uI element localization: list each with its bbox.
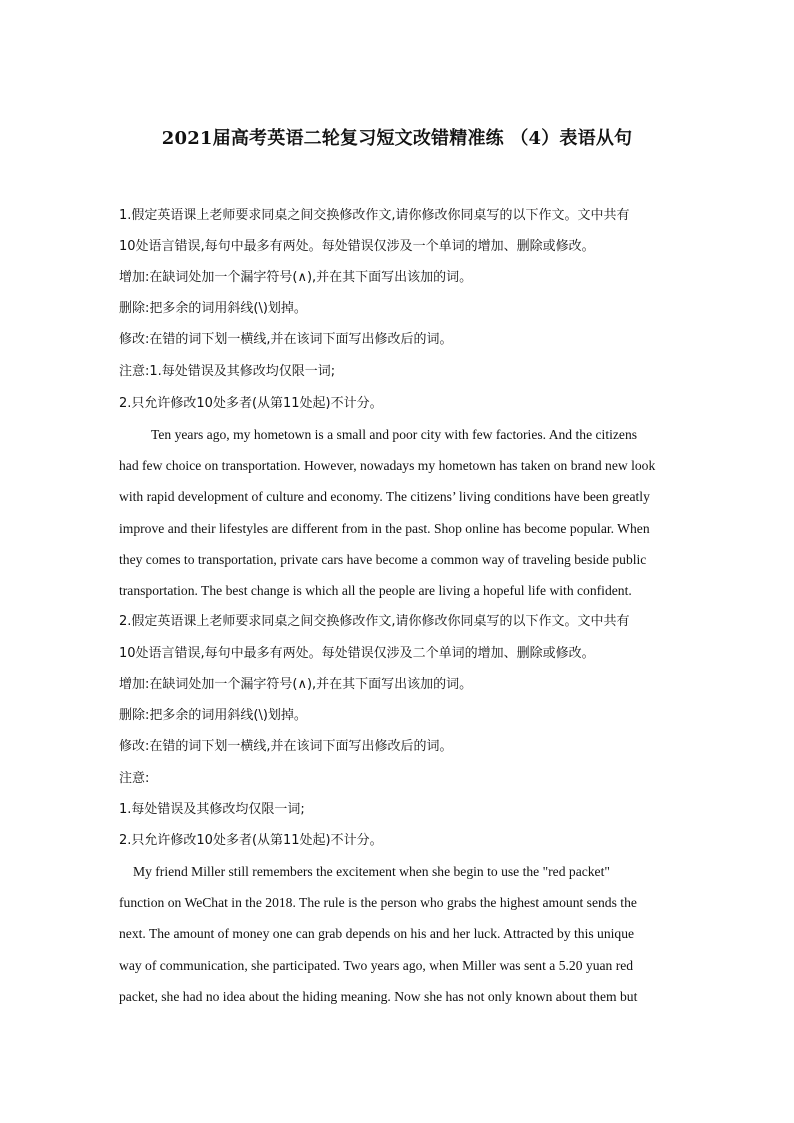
q2-passage-line: function on WeChat in the 2018. The rule is the person who grabs the highest amount sends the: [119, 895, 637, 910]
q2-instruction-line: 注意:: [119, 771, 150, 786]
q2-instruction-line: 10处语言错误,每句中最多有两处。每处错误仅涉及二个单词的增加、删除或修改。: [119, 646, 595, 661]
q1-passage-line: with rapid development of culture and economy. The citizens’ living conditions have been greatly: [119, 489, 650, 504]
q1-instruction-line: 修改:在错的词下划一横线,并在该词下面写出修改后的词。: [119, 332, 453, 347]
q2-instruction-line: 2.假定英语课上老师要求同桌之间交换修改作文,请你修改你同桌写的以下作文。文中共有: [119, 614, 630, 629]
q2-instruction-line: 删除:把多余的词用斜线(\)划掉。: [119, 708, 307, 723]
q1-instruction-line: 注意:1.每处错误及其修改均仅限一词;: [119, 364, 336, 379]
q2-passage-line: My friend Miller still remembers the excitement when she begin to use the "red packet": [133, 864, 610, 879]
q1-instruction-line: 2.只允许修改10处多者(从第11处起)不计分。: [119, 396, 383, 411]
q1-instruction-line: 增加:在缺词处加一个漏字符号(∧),并在其下面写出该加的词。: [119, 270, 473, 285]
q1-instruction-line: 1.假定英语课上老师要求同桌之间交换修改作文,请你修改你同桌写的以下作文。文中共有: [119, 208, 630, 223]
q2-instruction-line: 增加:在缺词处加一个漏字符号(∧),并在其下面写出该加的词。: [119, 677, 473, 692]
q2-instruction-line: 修改:在错的词下划一横线,并在该词下面写出修改后的词。: [119, 739, 453, 754]
q1-passage-line: they comes to transportation, private cars have become a common way of traveling beside public: [119, 552, 647, 567]
q1-passage-line: had few choice on transportation. However, nowadays my hometown has taken on brand new look: [119, 458, 656, 473]
q2-instruction-line: 1.每处错误及其修改均仅限一词;: [119, 802, 305, 817]
q2-passage-line: packet, she had no idea about the hiding meaning. Now she has not only known about them but: [119, 989, 638, 1004]
q2-passage-line: way of communication, she participated. Two years ago, when Miller was sent a 5.20 yuan red: [119, 958, 634, 973]
page-title: 2021届高考英语二轮复习短文改错精准练 （4）表语从句: [161, 128, 633, 149]
q2-instruction-line: 2.只允许修改10处多者(从第11处起)不计分。: [119, 833, 383, 848]
q1-instruction-line: 10处语言错误,每句中最多有两处。每处错误仅涉及一个单词的增加、删除或修改。: [119, 239, 595, 254]
q1-instruction-line: 删除:把多余的词用斜线(\)划掉。: [119, 301, 307, 316]
q1-passage-line: improve and their lifestyles are different from in the past. Shop online has become popular. When: [119, 521, 650, 536]
q1-passage-line: transportation. The best change is which all the people are living a hopeful life with confident.: [119, 583, 632, 598]
q2-passage-line: next. The amount of money one can grab depends on his and her luck. Attracted by this unique: [119, 926, 635, 941]
q1-passage-line: Ten years ago, my hometown is a small and poor city with few factories. And the citizens: [151, 427, 638, 442]
